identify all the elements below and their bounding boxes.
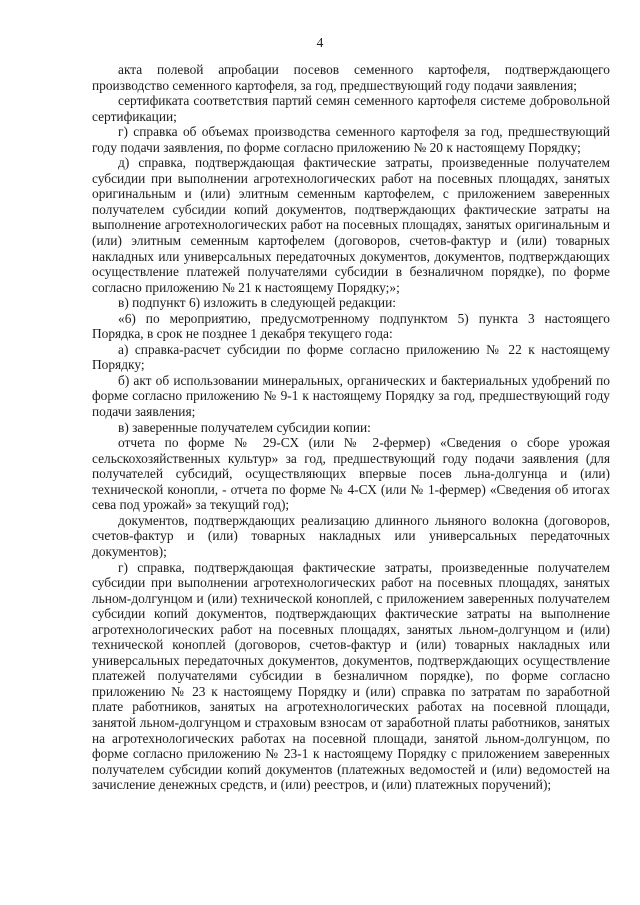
document-body	[92, 62, 610, 793]
paragraph: отчета по форме № 29-СХ (или № 2-фермер) «Сведения о сборе урожая сельскохозяйственных культур» за год, предшествующий году подачи заявления (для получателей субсидий, осуществляющих впервые посев льна-долгунца и (или) технической конопли, - отчета по форме № 4-СХ (или № 1-фермер) «Сведения об итогах сева под урожай» за текущий год);	[92, 435, 610, 513]
paragraph: сертификата соответствия партий семян семенного картофеля системе добровольной сертификации;	[92, 93, 610, 124]
paragraph: г) справка об объемах производства семенного картофеля за год, предшествующий году подачи заявления, по форме согласно приложению № 20 к настоящему Порядку;	[92, 124, 610, 155]
paragraph: а) справка-расчет субсидии по форме согласно приложению № 22 к настоящему Порядку;	[92, 341, 610, 373]
paragraph: б) акт об использовании минеральных, органических и бактериальных удобрений по форме согласно приложению № 9-1 к настоящему Порядку за год, предшествующий году подачи заявления;	[92, 372, 610, 420]
paragraph: «6) по мероприятию, предусмотренному подпунктом 5) пункта 3 настоящего Порядка, в срок не позднее 1 декабря текущего года:	[92, 310, 610, 342]
paragraph: в) заверенные получателем субсидии копии:	[118, 419, 371, 435]
paragraph: акта полевой апробации посевов семенного картофеля, подтверждающего производство семенного картофеля, за год, предшествующий году подачи заявления;	[92, 62, 610, 93]
paragraph: документов, подтверждающих реализацию длинного льняного волокна (договоров, счетов-фактур и (или) товарных накладных или универсальных передаточных документов);	[92, 512, 610, 559]
paragraph: д) справка, подтверждающая фактические затраты, произведенные получателем субсидии при выполнении агротехнологических работ на посевных площадях, занятых оригинальным и (или) элитным семенным картофелем, с приложением заверенных получателем субсидии копий документов, подтверждающих фактические затраты на выполнение агротехнологических работ на посевных площадях, занятых оригинальным и (или) элитным семенным картофелем (договоров, счетов-фактур и (или) товарных накладных или универсальных передаточных документов, документов, подтверждающих осуществление платежей получателями субсидии в безналичном порядке), по форме согласно приложению № 21 к настоящему Порядку;»;	[92, 155, 610, 295]
page-number: 4	[316, 35, 324, 50]
paragraph: г) справка, подтверждающая фактические затраты, произведенные получателем субсидии при выполнении агротехнологических работ на посевных площадях, занятых льном-долгунцом и (или) технической коноплей, с приложением заверенных получателем субсидии копий документов, подтверждающих фактические затраты на выполнение агротехнологических работ на посевных площадях, занятых льном-долгунцом и (или) технической коноплей (договоров, счетов-фактур и (или) товарных накладных или универсальных передаточных документов, документов, подтверждающих осуществление платежей получателями субсидии в безналичном порядке), по форме согласно приложению № 23 к настоящему Порядку и (или) справка по затратам по заработной плате работников, занятых на агротехнологических работах на посевной площади, занятой льном-долгунцом и страховым взносам от заработной платы работников, занятых на агротехнологических работах на посевной площади, занятой льном-долгунцом, по форме согласно приложению № 23-1 к настоящему Порядку с приложением заверенных получателем субсидии копий документов (платежных ведомостей и (или) ведомостей на зачисление денежных средств, и (или) реестров, и (или) платежных поручений);	[92, 559, 610, 793]
paragraph: в) подпункт 6) изложить в следующей редакции:	[118, 295, 396, 311]
